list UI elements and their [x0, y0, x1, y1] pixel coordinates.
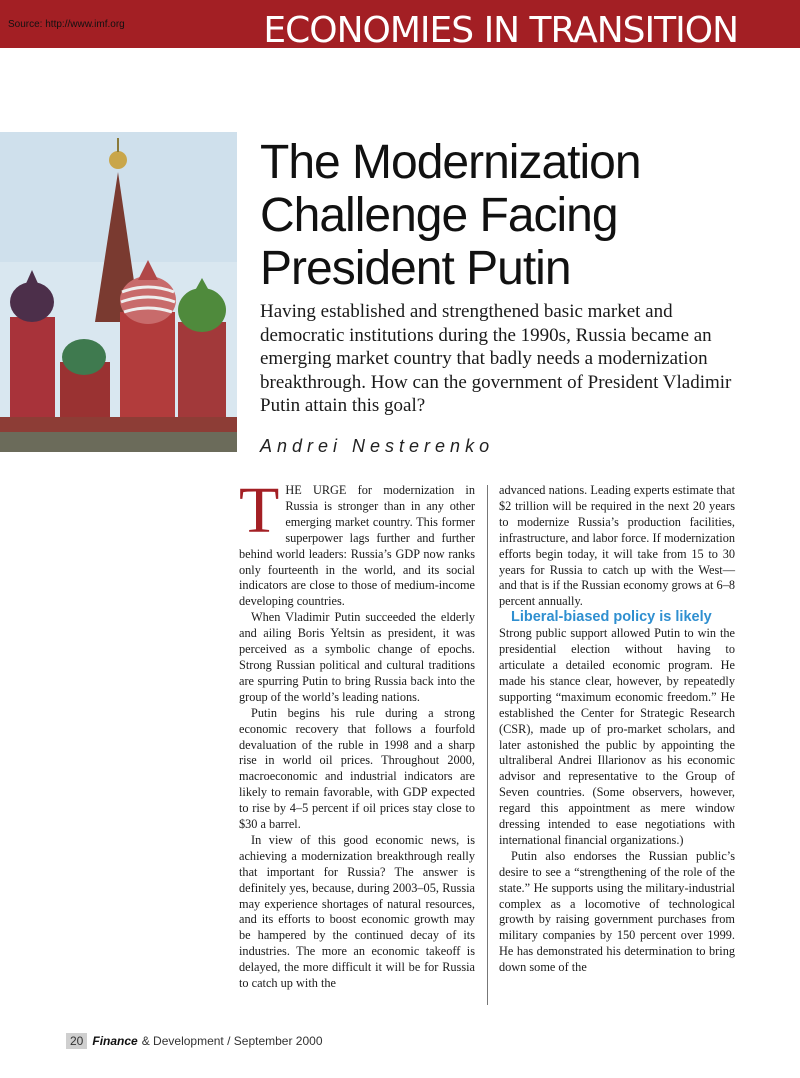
title-line: The Modernization [260, 136, 641, 189]
body-paragraph: Putin begins his rule during a strong economic recovery that follows a fourfold devaluation of the ruble in 1998 and a sharp rise in world oil prices. Throughout 2000, macroeconomic and industrial indicators are likely to remain favorable, with GDP expected to rise by 4–5 percent if oil prices stay close to $30 a barrel. [239, 705, 475, 832]
drop-cap: T [239, 474, 280, 547]
body-paragraph: advanced nations. Leading experts estimate that $2 trillion will be required in the next 20 years to modernize Russia’s production facilities, infrastructure, and labor force. If modernization efforts begin today, it will take from 15 to 30 years for Russia to catch up with the West—and that is if the Russian economy grows at 6–8 percent annually. [499, 483, 735, 609]
section-subhead: Liberal-biased policy is likely [511, 609, 712, 626]
body-paragraph: In view of this good economic news, is achieving a modernization breakthrough really that important for Russia? The answer is definitely yes, because, during 2003–05, Russia may experience shortages of natural resources, and its efforts to boost economic growth may be hampered by the continued decay of its industries. The more an economic takeoff is delayed, the more difficult it will be for Russia to catch up with the [239, 832, 475, 991]
article-title [260, 136, 780, 295]
column-divider [487, 485, 488, 1005]
page-footer [66, 1033, 323, 1049]
body-paragraph: Strong public support allowed Putin to win the presidential election without having to articulate a detailed economic program. He made his stance clear, however, by repeatedly supporting “maximum economic freedom.” He established the Center for Strategic Research (CSR), made up of pro-market scholars, and later astonished the public by appointing the ultraliberal Andrei Illarionov as his economic advisor and representative to the Group of Seven countries. (Some observers, however, regard this appointment as mere window dressing intended to ease negotiations with international financial organizations.) [499, 626, 735, 847]
section-title: ECONOMIES IN TRANSITION [263, 10, 738, 51]
byline: Andrei Nesterenko [260, 436, 495, 456]
body-column-right [499, 483, 735, 976]
article-deck: Having established and strengthened basic market and democratic institutions during the 1990s, Russia became an emerging market country that badly needs a modernization breakthrough. How can the government of President Vladimir Putin attain this goal? [260, 301, 732, 416]
title-line: Challenge Facing [260, 189, 618, 242]
issue-info: & Development / September 2000 [141, 1034, 323, 1048]
section-banner [0, 0, 800, 51]
body-paragraph: When Vladimir Putin succeeded the elderly and ailing Boris Yeltsin as president, it was perceived as a symbolic change of epochs. Strong Russian political and cultural traditions are spurring Putin to bring Russia back into the group of the world’s leading nations. [239, 610, 475, 704]
cathedral-photo [0, 132, 237, 452]
body-paragraph: THE URGE for modernization in Russia is stronger than in any other emerging market country. This former superpower lags further and further behind world leaders: Russia’s GDP now ranks only fourteenth in the world, and its social indicators are close to those of medium-income developing countries. [239, 474, 475, 609]
body-paragraph: Putin also endorses the Russian public’s desire to see a “strengthening of the role of the state.” He supports using the military-industrial complex as a locomotive of technological growth by raising government purchases from military companies by 150 percent over 1999. He has demonstrated his determination to bring down some of the [499, 848, 735, 975]
magazine-name: Finance [92, 1034, 138, 1048]
body-column-left [239, 474, 475, 992]
page-number: 20 [66, 1033, 87, 1049]
source-label: Source: http://www.imf.org [8, 19, 125, 30]
title-line: President Putin [260, 242, 571, 295]
